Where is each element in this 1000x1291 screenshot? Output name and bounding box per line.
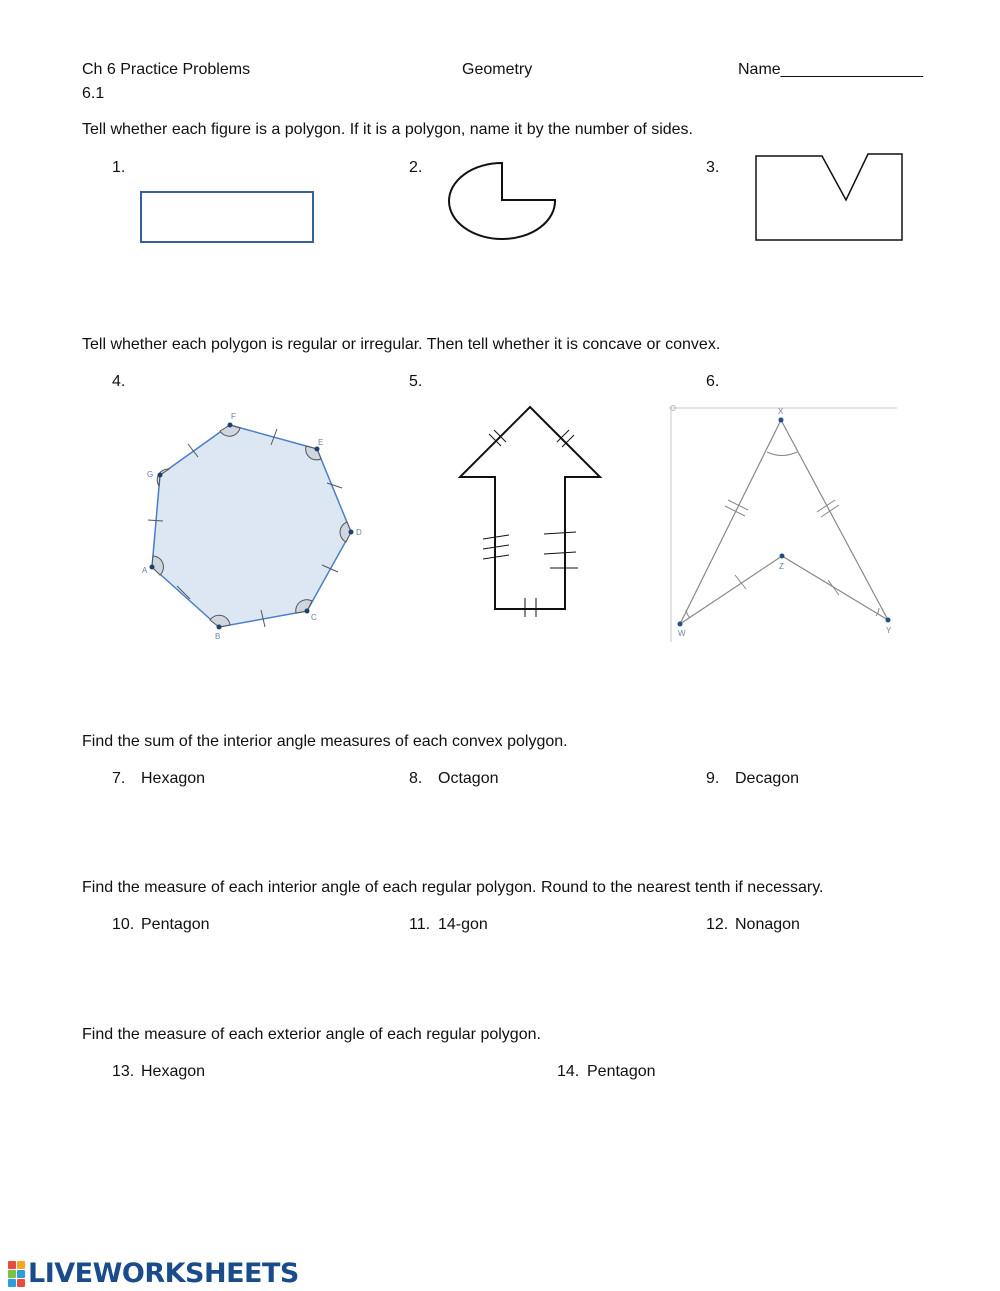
vertex-label-y: Y <box>886 626 892 635</box>
arrow-shape <box>460 407 600 609</box>
problem-14-label: Pentagon <box>587 1063 656 1080</box>
problem-12-number: 12. <box>706 916 729 933</box>
instruction-interior-angle: Find the measure of each interior angle of each regular polygon. Round to the nearest tenth if necessary. <box>82 879 824 896</box>
problem-10-number: 10. <box>112 916 135 933</box>
problem-12-label: Nonagon <box>735 916 800 933</box>
problem-1-number: 1. <box>112 159 126 176</box>
notched-polygon-shape <box>756 154 902 240</box>
problem-5-number: 5. <box>409 373 423 390</box>
vertex-label-b: B <box>215 632 221 641</box>
problem-11-number: 11. <box>409 916 431 933</box>
figure-2-curved-shape <box>440 155 570 245</box>
section-number: 6.1 <box>82 85 105 102</box>
figure-6-dart <box>665 400 900 645</box>
heptagon-shape <box>152 425 351 627</box>
figure-1-rectangle <box>130 180 330 255</box>
problem-9-number: 9. <box>706 770 720 787</box>
problem-2-number: 2. <box>409 159 423 176</box>
problem-13-number: 13. <box>112 1063 135 1080</box>
vertex-label-e: E <box>318 438 324 447</box>
worksheet-chapter-title: Ch 6 Practice Problems <box>82 61 251 78</box>
vertex-label-c: C <box>311 613 317 622</box>
problem-7-number: 7. <box>112 770 126 787</box>
dart-shape <box>680 420 888 624</box>
figure-3-notched-shape <box>748 146 913 251</box>
problem-6-number: 6. <box>706 373 720 390</box>
name-field-label: Name________________ <box>738 61 924 78</box>
problem-9-label: Decagon <box>735 770 800 787</box>
logo-text: LIVEWORKSHEETS <box>28 1258 299 1289</box>
figure-4-heptagon <box>135 405 370 650</box>
problem-7-label: Hexagon <box>141 770 206 787</box>
liveworksheets-logo <box>8 1258 299 1289</box>
logo-mark-icon <box>8 1261 25 1287</box>
problem-11-label: 14-gon <box>438 916 488 933</box>
problem-4-number: 4. <box>112 373 126 390</box>
instruction-exterior-angle: Find the measure of each exterior angle of each regular polygon. <box>82 1026 541 1043</box>
vertex-label-z: Z <box>779 562 784 571</box>
vertex-label-x: X <box>778 407 784 416</box>
problem-10-label: Pentagon <box>141 916 210 933</box>
rectangle-shape <box>141 192 313 242</box>
vertex-label-w: W <box>678 629 686 638</box>
vertex-label-f: F <box>231 412 236 421</box>
instruction-regular-concave: Tell whether each polygon is regular or irregular. Then tell whether it is concave or convex. <box>82 336 721 353</box>
problem-14-number: 14. <box>557 1063 580 1080</box>
vertex-label-d: D <box>356 528 362 537</box>
worksheet-subject: Geometry <box>462 61 533 78</box>
vertex-label-a: A <box>142 566 148 575</box>
problem-8-number: 8. <box>409 770 423 787</box>
vertex-label-g: G <box>147 470 154 479</box>
problem-3-number: 3. <box>706 159 720 176</box>
problem-8-label: Octagon <box>438 770 499 787</box>
instruction-polygon-identify: Tell whether each figure is a polygon. If it is a polygon, name it by the number of sides. <box>82 121 693 138</box>
instruction-interior-sum: Find the sum of the interior angle measures of each convex polygon. <box>82 733 568 750</box>
curved-sector-shape <box>449 163 555 239</box>
figure-5-arrow <box>450 395 615 620</box>
problem-13-label: Hexagon <box>141 1063 206 1080</box>
